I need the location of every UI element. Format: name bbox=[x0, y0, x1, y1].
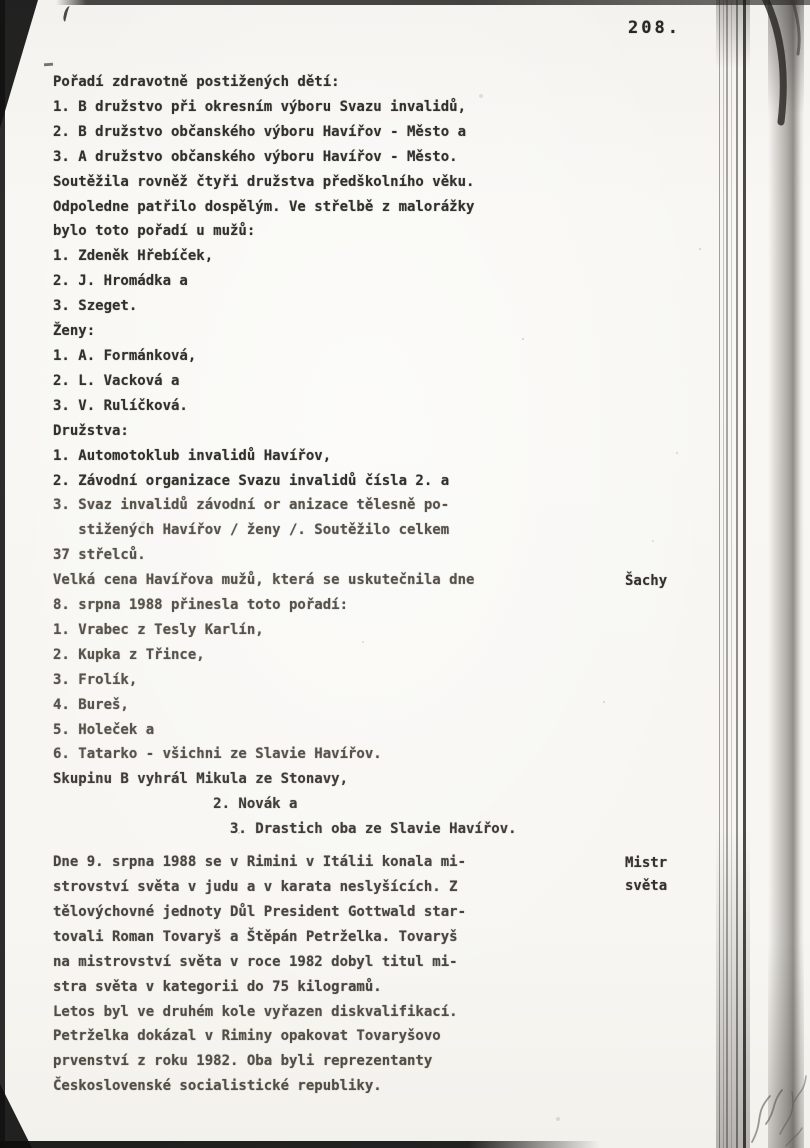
binding-streaks bbox=[716, 0, 750, 1148]
text-line: Soutěžila rovněž čtyři družstva předškolního věku. bbox=[53, 173, 475, 190]
text-line: 2. Závodní organizace Svazu invalidů čísla 2. a bbox=[53, 472, 450, 489]
margin-note-line: Mistr bbox=[625, 855, 668, 871]
top-edge-line bbox=[56, 0, 810, 5]
margin-note-chess: Šachy bbox=[625, 573, 668, 589]
text-line: 1. Vrabec z Tesly Karlín, bbox=[53, 621, 264, 638]
text-line: tovali Roman Tovaryš a Štěpán Petrželka. Tovaryš bbox=[53, 928, 458, 945]
text-line: strovství světa v judu a v karata neslyšících. Z bbox=[53, 879, 458, 895]
text-line: 3. Drastich oba ze Slavie Havířov. bbox=[53, 821, 517, 838]
page-number: 208. bbox=[628, 18, 681, 38]
text-line: tělovýchovné jednoty Důl President Gottwald star- bbox=[53, 903, 467, 920]
text-line: 6. Tatarko - všichni ze Slavie Havířov. bbox=[53, 746, 382, 763]
text-line: 3. V. Rulíčková. bbox=[53, 397, 188, 414]
text-line: 1. A. Formánková, bbox=[53, 347, 197, 364]
text-line: 2. Kupka z Třince, bbox=[53, 646, 205, 663]
text-line: 1. B družstvo při okresním výboru Svazu invalidů, bbox=[53, 98, 467, 115]
text-line: Letos byl ve druhém kole vyřazen diskvalifikací. bbox=[53, 1003, 458, 1020]
text-line: Pořadí zdravotně postižených dětí: bbox=[53, 74, 340, 90]
text-line: 2. Novák a bbox=[53, 796, 298, 813]
top-left-corner-shadow bbox=[0, 0, 38, 128]
text-line: 4. Bureš, bbox=[53, 696, 129, 713]
page-edge-shadow-band bbox=[768, 0, 804, 1148]
text-line: 8. srpna 1988 přinesla toto pořadí: bbox=[53, 597, 349, 614]
text-line: 5. Holeček a bbox=[53, 721, 155, 738]
text-line: stižených Havířov / ženy /. Soutěžilo celkem bbox=[53, 522, 450, 539]
text-line: Velká cena Havířova mužů, která se uskutečnila dne bbox=[53, 572, 475, 589]
text-line: 2. L. Vacková a bbox=[53, 372, 180, 389]
text-line: 2. B družstvo občanského výboru Havířov - Město a bbox=[53, 123, 467, 140]
text-line: 1. Automotoklub invalidů Havířov, bbox=[53, 447, 332, 464]
text-line: 3. A družstvo občanského výboru Havířov - Město. bbox=[53, 148, 458, 165]
text-line: 37 střelců. bbox=[53, 547, 146, 564]
text-line: Odpoledne patřilo dospělým. Ve střelbě z malorážky bbox=[53, 198, 475, 215]
left-edge-line bbox=[0, 0, 5, 1148]
document-text bbox=[53, 70, 613, 1099]
text-line: Ženy: bbox=[53, 323, 96, 340]
paper-speckles bbox=[0, 0, 2, 2]
text-line: na mistrovství světa v roce 1982 dobyl titul mi- bbox=[53, 953, 458, 970]
bottom-left-corner-shadow bbox=[0, 1084, 32, 1148]
stray-dash-mark bbox=[44, 63, 53, 67]
text-line: 3. Svaz invalidů závodní or anizace tělesně po- bbox=[53, 497, 450, 514]
text-line: Družstva: bbox=[53, 422, 129, 439]
text-line: 3. Frolík, bbox=[53, 671, 138, 688]
text-line: 3. Szeget. bbox=[53, 298, 138, 315]
stray-apostrophe-mark bbox=[62, 5, 72, 22]
text-line: Dne 9. srpna 1988 se v Rimini v Itálii konala mi- bbox=[53, 854, 467, 871]
text-line: bylo toto pořadí u mužů: bbox=[53, 223, 256, 240]
text-line: Československé socialistické republiky. bbox=[53, 1078, 382, 1095]
text-line: 2. J. Hromádka a bbox=[53, 273, 188, 290]
bottom-edge-line bbox=[0, 1141, 600, 1148]
text-line: stra světa v kategorii do 75 kilogramů. bbox=[53, 978, 382, 995]
top-right-fold-mark bbox=[758, 0, 810, 136]
text-line: prvenství z roku 1982. Oba byli reprezentanty bbox=[53, 1053, 433, 1070]
margin-note-world-champion bbox=[625, 852, 667, 898]
handwriting-scribble bbox=[742, 1062, 810, 1148]
text-line: Skupinu B vyhrál Mikula ze Stonavy, bbox=[53, 771, 349, 788]
margin-note-line: světa bbox=[625, 878, 668, 894]
text-line: 1. Zdeněk Hřebíček, bbox=[53, 248, 214, 265]
text-line: Petrželka dokázal v Riminy opakovat Tovaryšovo bbox=[53, 1028, 441, 1045]
